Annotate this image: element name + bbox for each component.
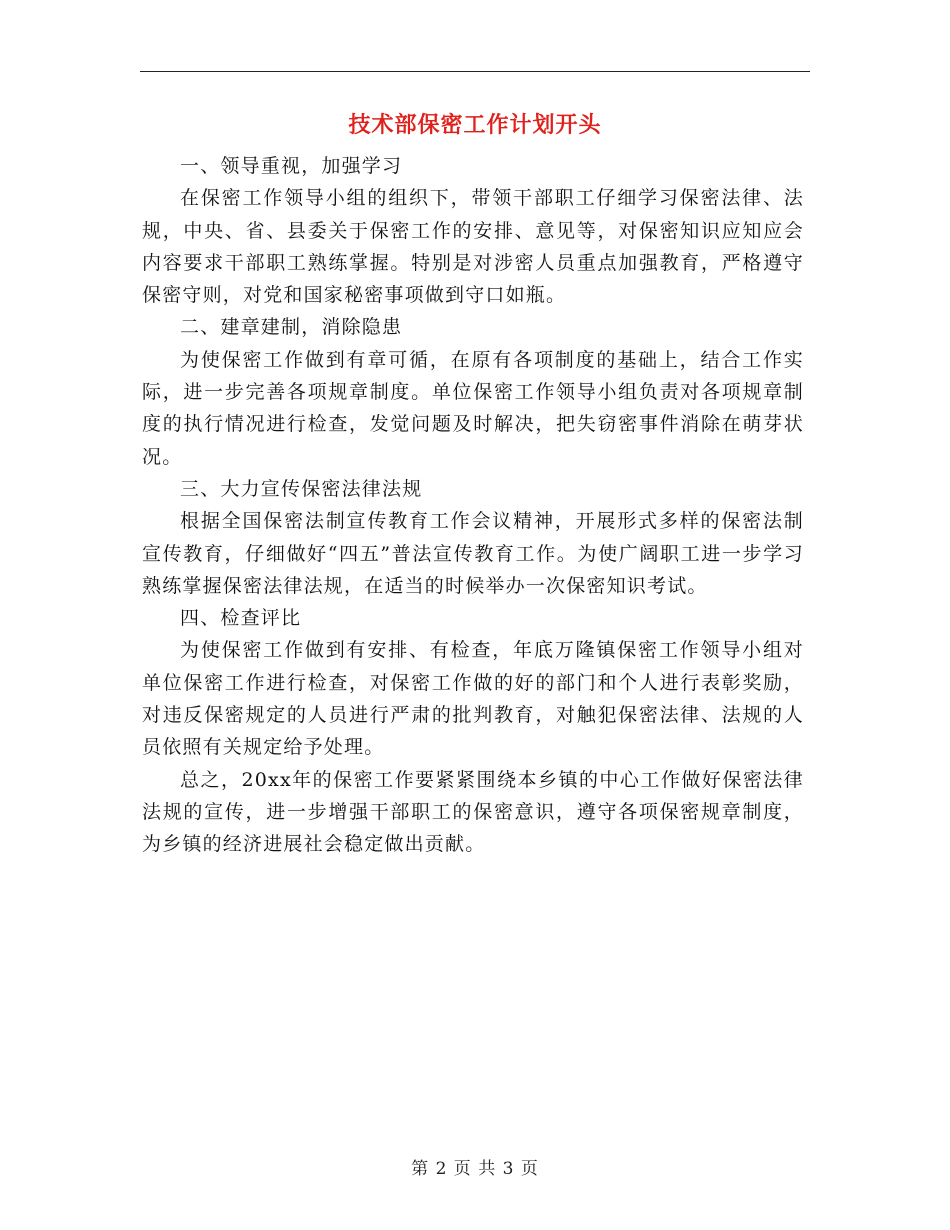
paragraph-2: 为使保密工作做到有章可循，在原有各项制度的基础上，结合工作实际，进一步完善各项规章制度。单位保密工作领导小组负责对各项规章制度的执行情况进行检查，发觉问题及时解决，把失窃密事件消除在萌芽状况。 — [142, 348, 804, 468]
paragraph-1: 在保密工作领导小组的组织下，带领干部职工仔细学习保密法律、法规，中央、省、县委关于保密工作的安排、意见等，对保密知识应知应会内容要求干部职工熟练掌握。特别是对涉密人员重点加强教育，严格遵守保密守则，对党和国家秘密事项做到守口如瓶。 — [142, 187, 804, 307]
header-rule — [140, 71, 810, 72]
section-heading-4: 四、检查评比 — [180, 607, 302, 630]
document-body — [142, 150, 804, 861]
paragraph-3: 根据全国保密法制宣传教育工作会议精神，开展形式多样的保密法制宣传教育，仔细做好“四五”普法宣传教育工作。为使广阔职工进一步学习熟练掌握保密法律法规，在适当的时候举办一次保密知识考试。 — [142, 510, 804, 597]
page-number-footer: 第 2 页 共 3 页 — [411, 1159, 539, 1179]
paragraph-4: 为使保密工作做到有安排、有检查，年底万隆镇保密工作领导小组对单位保密工作进行检查，对保密工作做的好的部门和个人进行表彰奖励，对违反保密规定的人员进行严肃的批判教育，对触犯保密法律、法规的人员依照有关规定给予处理。 — [142, 639, 804, 759]
document-title: 技术部保密工作计划开头 — [348, 113, 602, 138]
section-heading-2: 二、建章建制，消除隐患 — [180, 316, 403, 339]
section-heading-3: 三、大力宣传保密法律法规 — [180, 477, 423, 500]
section-heading-1: 一、领导重视，加强学习 — [180, 155, 403, 177]
conclusion-paragraph: 总之，20xx年的保密工作要紧紧围绕本乡镇的中心工作做好保密法律法规的宣传，进一步增强干部职工的保密意识，遵守各项保密规章制度，为乡镇的经济进展社会稳定做出贡献。 — [142, 768, 804, 856]
